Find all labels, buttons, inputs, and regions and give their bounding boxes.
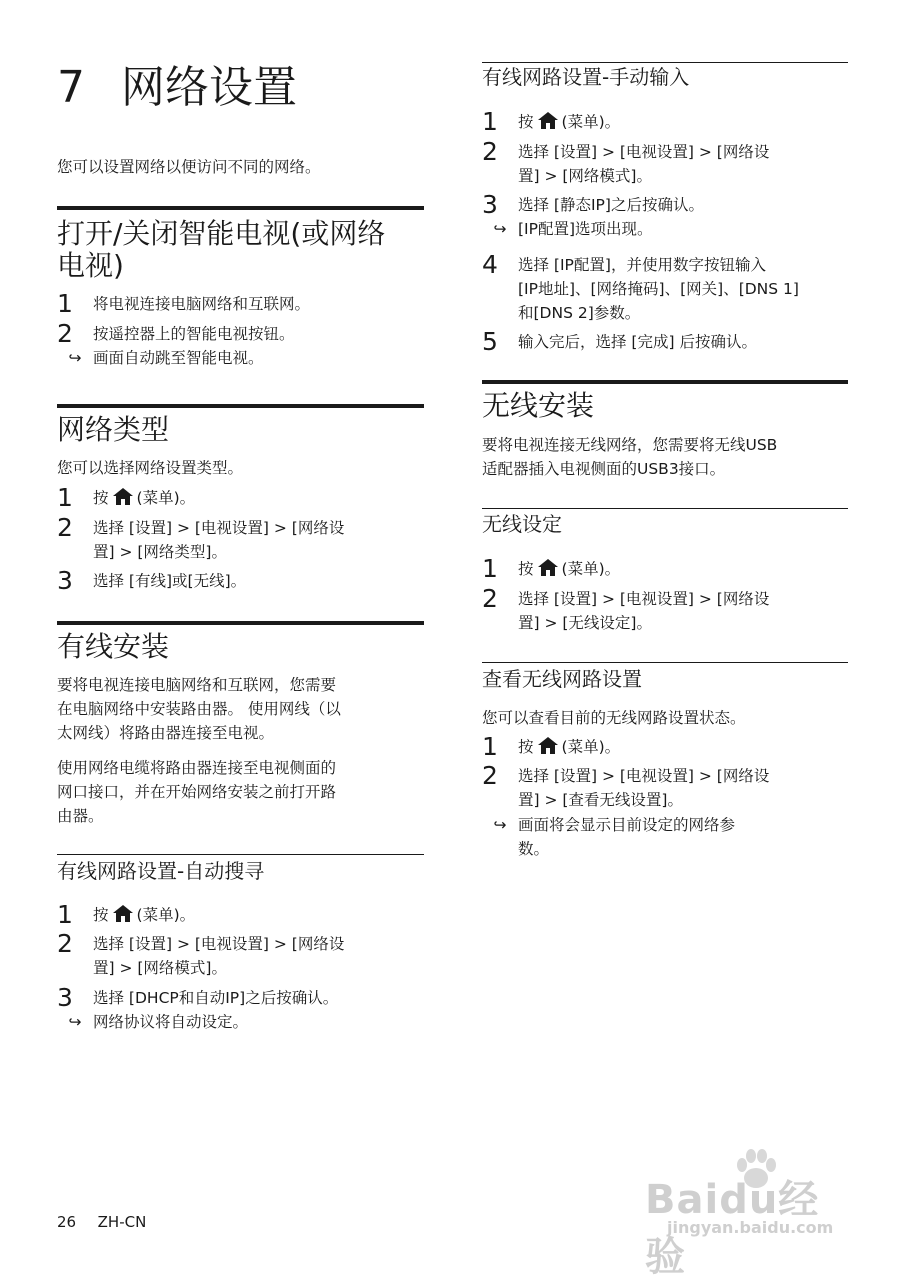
step-number: 1	[57, 483, 73, 512]
step-item	[57, 929, 345, 980]
subsection-title-wireless-setting: 无线设定	[482, 512, 562, 536]
step-text: 按 (菜单)。	[93, 489, 196, 507]
step-item	[57, 483, 196, 512]
step-item	[482, 250, 799, 325]
step-text: 选择 [DHCP和自动IP]之后按确认。	[93, 989, 339, 1007]
step-number: 3	[482, 190, 498, 219]
section-divider	[57, 621, 424, 625]
step-number: 2	[482, 584, 498, 613]
step-item	[482, 107, 621, 136]
section-divider	[57, 206, 424, 210]
chapter-heading	[57, 62, 297, 114]
step-item	[482, 190, 704, 219]
step-number: 1	[57, 900, 73, 929]
home-icon	[113, 488, 133, 505]
section-divider	[57, 404, 424, 408]
subsection-divider	[482, 62, 848, 63]
section-title-smart-tv: 打开/关闭智能电视(或网络 电视)	[57, 217, 386, 282]
step-text: 选择 [静态IP]之后按确认。	[518, 196, 704, 214]
step-item	[57, 513, 345, 564]
result-arrow-icon: ↪	[493, 220, 507, 238]
step-text: 按 (菜单)。	[518, 738, 621, 756]
step-number: 2	[57, 513, 73, 542]
step-text: 按 (菜单)。	[93, 906, 196, 924]
result-text: [IP配置]选项出现。	[518, 220, 653, 238]
section-title-wireless: 无线安装	[482, 389, 595, 422]
subsection-title-auto: 有线网路设置-自动搜寻	[57, 859, 265, 883]
step-text: 将电视连接电脑网络和互联网。	[93, 295, 311, 313]
baidu-watermark	[645, 1148, 855, 1280]
subsection-title-manual: 有线网路设置-手动输入	[482, 65, 690, 89]
step-text: 选择 [设置] > [电视设置] > [网络设 置] > [网络模式]。	[93, 935, 345, 977]
step-text: 按 (菜单)。	[518, 560, 621, 578]
section-title-network-type: 网络类型	[57, 413, 170, 446]
step-text: 选择 [设置] > [电视设置] > [网络设 置] > [网络类型]。	[93, 519, 345, 561]
chapter-number: 7	[57, 62, 85, 113]
page-footer	[57, 1213, 146, 1231]
step-number: 4	[482, 250, 498, 279]
step-text: 选择 [设置] > [电视设置] > [网络设 置] > [查看无线设置]。	[518, 767, 770, 809]
result-text: 网络协议将自动设定。	[93, 1013, 249, 1031]
paragraph: 使用网络电缆将路由器连接至电视侧面的 网口接口，并在开始网络安装之前打开路 由器。	[57, 759, 337, 825]
step-item	[482, 761, 770, 812]
result-text: 画面将会显示目前设定的网络参 数。	[518, 816, 736, 858]
step-result	[57, 346, 264, 370]
step-number: 2	[57, 929, 73, 958]
step-item	[57, 319, 295, 348]
result-text: 画面自动跳至智能电视。	[93, 349, 264, 367]
step-text: 选择 [IP配置]，并使用数字按钮输入 [IP地址]、[网络掩码]、[网关]、[DNS 1] 和[DNS 2]参数。	[518, 256, 799, 322]
subsection-divider	[482, 662, 848, 663]
intro-text: 您可以设置网络以便访问不同的网络。	[57, 158, 321, 176]
step-number: 2	[57, 319, 73, 348]
step-number: 1	[57, 289, 73, 318]
step-item	[57, 900, 196, 929]
step-item	[482, 137, 770, 188]
home-icon	[538, 112, 558, 129]
step-number: 2	[482, 761, 498, 790]
step-result	[482, 813, 735, 861]
section-title-wired: 有线安装	[57, 630, 170, 663]
step-item	[57, 289, 311, 318]
chapter-title: 网络设置	[121, 62, 297, 113]
result-arrow-icon: ↪	[68, 1013, 82, 1031]
language-code: ZH-CN	[97, 1213, 147, 1231]
step-item	[482, 554, 621, 583]
watermark-logo: Baidu经验	[645, 1177, 820, 1280]
step-text: 选择 [有线]或[无线]。	[93, 572, 247, 590]
section-intro: 您可以选择网络设置类型。	[57, 459, 244, 477]
subsection-divider	[482, 508, 848, 509]
step-number: 3	[57, 566, 73, 595]
step-number: 1	[482, 107, 498, 136]
home-icon	[538, 559, 558, 576]
step-item	[482, 327, 757, 356]
step-number: 1	[482, 732, 498, 761]
page-number: 26	[57, 1213, 77, 1231]
step-item	[482, 584, 770, 635]
step-result	[57, 1010, 248, 1034]
section-intro: 您可以查看目前的无线网路设置状态。	[482, 709, 746, 727]
result-arrow-icon: ↪	[493, 816, 507, 834]
paragraph: 要将电视连接电脑网络和互联网，您需要 在电脑网络中安装路由器。 使用网线（以 太网线）将路由器连接至电视。	[57, 676, 341, 742]
subsection-title-view-wireless: 查看无线网路设置	[482, 667, 642, 691]
paragraph: 要将电视连接无线网络，您需要将无线USB 适配器插入电视侧面的USB3接口。	[482, 436, 778, 478]
step-text: 选择 [设置] > [电视设置] > [网络设 置] > [无线设定]。	[518, 590, 770, 632]
home-icon	[538, 737, 558, 754]
subsection-divider	[57, 854, 424, 855]
result-arrow-icon: ↪	[68, 349, 82, 367]
step-item	[57, 983, 339, 1012]
step-number: 1	[482, 554, 498, 583]
step-item	[482, 732, 621, 761]
step-item	[57, 566, 247, 595]
step-text: 输入完后，选择 [完成] 后按确认。	[518, 333, 757, 351]
section-divider	[482, 380, 848, 384]
step-text: 按 (菜单)。	[518, 113, 621, 131]
step-number: 3	[57, 983, 73, 1012]
home-icon	[113, 905, 133, 922]
step-number: 2	[482, 137, 498, 166]
step-text: 选择 [设置] > [电视设置] > [网络设 置] > [网络模式]。	[518, 143, 770, 185]
watermark-url: jingyan.baidu.com	[667, 1218, 834, 1237]
step-result	[482, 217, 653, 241]
step-number: 5	[482, 327, 498, 356]
step-text: 按遥控器上的智能电视按钮。	[93, 325, 295, 343]
